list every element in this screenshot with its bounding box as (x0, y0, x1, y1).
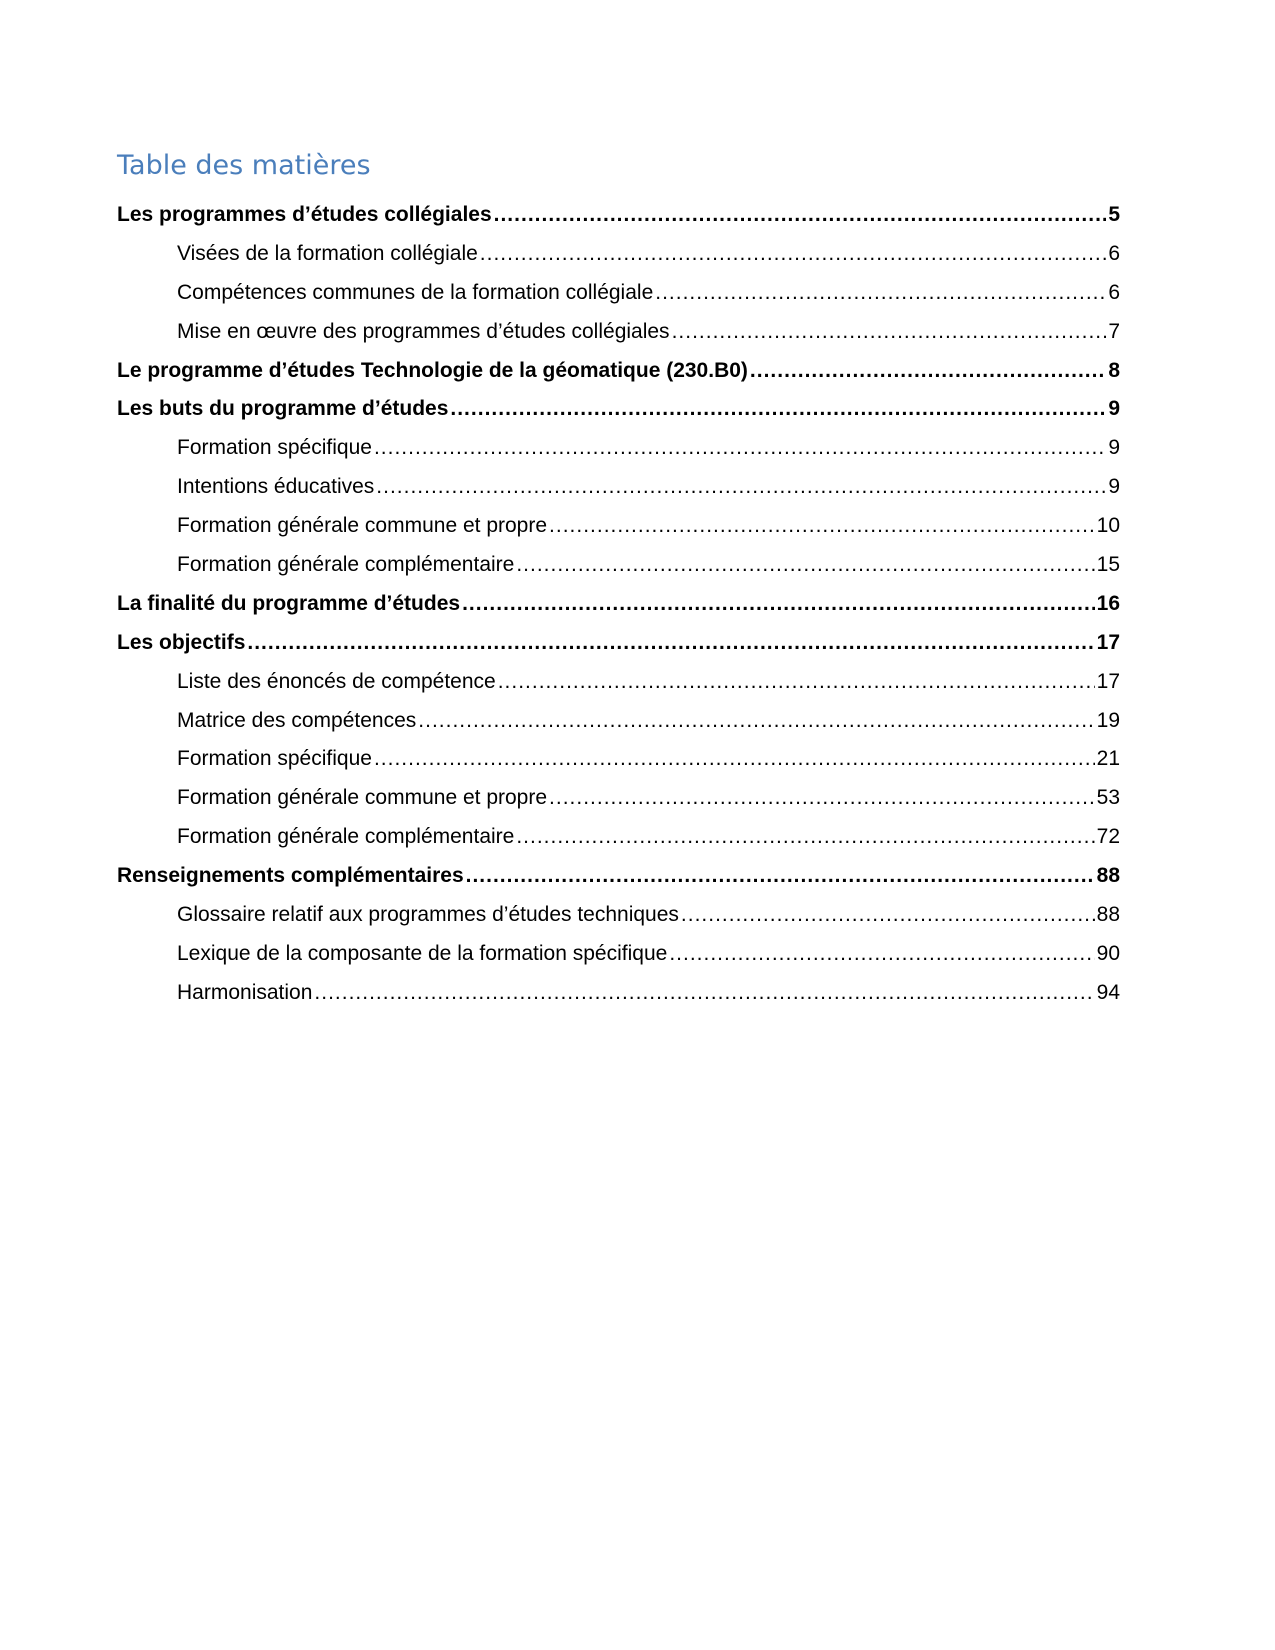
toc-entry-text: Harmonisation (177, 980, 313, 1004)
toc-entry-text: Renseignements complémentaires (117, 864, 464, 888)
toc-dot-leader (247, 624, 1094, 663)
toc-entry-text: Matrice des compétences (177, 708, 417, 732)
toc-entry-page-number: 19 (1096, 708, 1120, 732)
toc-entry[interactable] (117, 235, 1120, 274)
toc-entry-text: Lexique de la composante de la formation spécifique (177, 941, 668, 965)
toc-entry[interactable] (117, 390, 1120, 429)
toc-entry-text: Les buts du programme d’études (117, 397, 449, 421)
toc-entry-page-number: 21 (1096, 747, 1120, 771)
toc-dot-leader (655, 274, 1106, 313)
toc-dot-leader (374, 740, 1095, 779)
toc-entry-page-number: 90 (1096, 941, 1120, 965)
toc-entry-text: Compétences communes de la formation collégiale (177, 280, 654, 304)
toc-entry[interactable] (117, 507, 1120, 546)
toc-dot-leader (549, 507, 1095, 546)
toc-entry-page-number: 17 (1096, 630, 1120, 654)
toc-entry-page-number: 88 (1096, 903, 1120, 927)
toc-dot-leader (314, 974, 1094, 1013)
toc-entry-text: Intentions éducatives (177, 475, 375, 499)
toc-dot-leader (418, 702, 1094, 741)
toc-entry[interactable] (117, 624, 1120, 663)
toc-entry[interactable] (117, 429, 1120, 468)
toc-entry[interactable] (117, 468, 1120, 507)
toc-entry-text: Le programme d’études Technologie de la géomatique (230.B0) (117, 358, 748, 382)
toc-entry-text: Formation générale complémentaire (177, 825, 515, 849)
toc-dot-leader (374, 429, 1106, 468)
toc-entry[interactable] (117, 702, 1120, 741)
toc-entry[interactable] (117, 274, 1120, 313)
toc-entry[interactable] (117, 585, 1120, 624)
toc-entry[interactable] (117, 857, 1120, 896)
toc-entry-text: Formation générale commune et propre (177, 514, 548, 538)
toc-entry[interactable] (117, 818, 1120, 857)
toc-dot-leader (450, 390, 1106, 429)
toc-dot-leader (750, 352, 1106, 391)
toc-entry[interactable] (117, 740, 1120, 779)
toc-entry-text: Glossaire relatif aux programmes d’études techniques (177, 903, 679, 927)
toc-entry[interactable] (117, 546, 1120, 585)
toc-dot-leader (549, 779, 1095, 818)
toc-entry[interactable] (117, 663, 1120, 702)
toc-entry[interactable] (117, 313, 1120, 352)
toc-dot-leader (498, 663, 1095, 702)
toc-entry-text: Formation spécifique (177, 747, 372, 771)
toc-entry-page-number: 10 (1096, 514, 1120, 538)
toc-dot-leader (494, 196, 1107, 235)
toc-entry-page-number: 5 (1108, 203, 1120, 226)
toc-entry-page-number: 9 (1108, 397, 1120, 421)
toc-title: Table des matières (117, 150, 371, 181)
toc-entry-text: Les programmes d’études collégiales (117, 203, 492, 226)
toc-entry-page-number: 88 (1096, 864, 1120, 888)
toc-dot-leader (516, 546, 1094, 585)
toc-entry-page-number: 17 (1096, 669, 1120, 693)
toc-entry[interactable] (117, 779, 1120, 818)
toc-entry-page-number: 7 (1108, 319, 1120, 343)
toc-entry-page-number: 8 (1108, 358, 1120, 382)
toc-list (117, 196, 1120, 1013)
toc-entry-text: Les objectifs (117, 630, 246, 654)
toc-entry[interactable] (117, 974, 1120, 1013)
toc-dot-leader (466, 857, 1095, 896)
toc-entry-page-number: 15 (1096, 553, 1120, 577)
toc-entry-text: Liste des énoncés de compétence (177, 669, 496, 693)
toc-dot-leader (462, 585, 1095, 624)
toc-dot-leader (672, 313, 1107, 352)
toc-entry-page-number: 72 (1096, 825, 1120, 849)
toc-entry-page-number: 16 (1096, 591, 1120, 615)
toc-entry-text: Visées de la formation collégiale (177, 241, 478, 265)
toc-entry-page-number: 6 (1108, 241, 1120, 265)
toc-entry-text: Formation générale complémentaire (177, 553, 515, 577)
toc-entry-page-number: 9 (1108, 436, 1120, 460)
toc-entry-page-number: 6 (1108, 280, 1120, 304)
toc-entry-text: Formation spécifique (177, 436, 372, 460)
toc-entry[interactable] (117, 935, 1120, 974)
toc-entry-text: Formation générale commune et propre (177, 786, 548, 810)
toc-dot-leader (516, 818, 1094, 857)
toc-entry-page-number: 94 (1096, 980, 1120, 1004)
toc-entry-text: Mise en œuvre des programmes d’études collégiales (177, 319, 670, 343)
toc-dot-leader (480, 235, 1107, 274)
toc-entry-page-number: 53 (1096, 786, 1120, 810)
toc-entry[interactable] (117, 196, 1120, 235)
toc-dot-leader (669, 935, 1094, 974)
toc-entry[interactable] (117, 896, 1120, 935)
toc-entry-page-number: 9 (1108, 475, 1120, 499)
toc-entry-text: La finalité du programme d’études (117, 591, 461, 615)
toc-dot-leader (681, 896, 1095, 935)
toc-dot-leader (376, 468, 1106, 507)
toc-entry[interactable] (117, 352, 1120, 391)
